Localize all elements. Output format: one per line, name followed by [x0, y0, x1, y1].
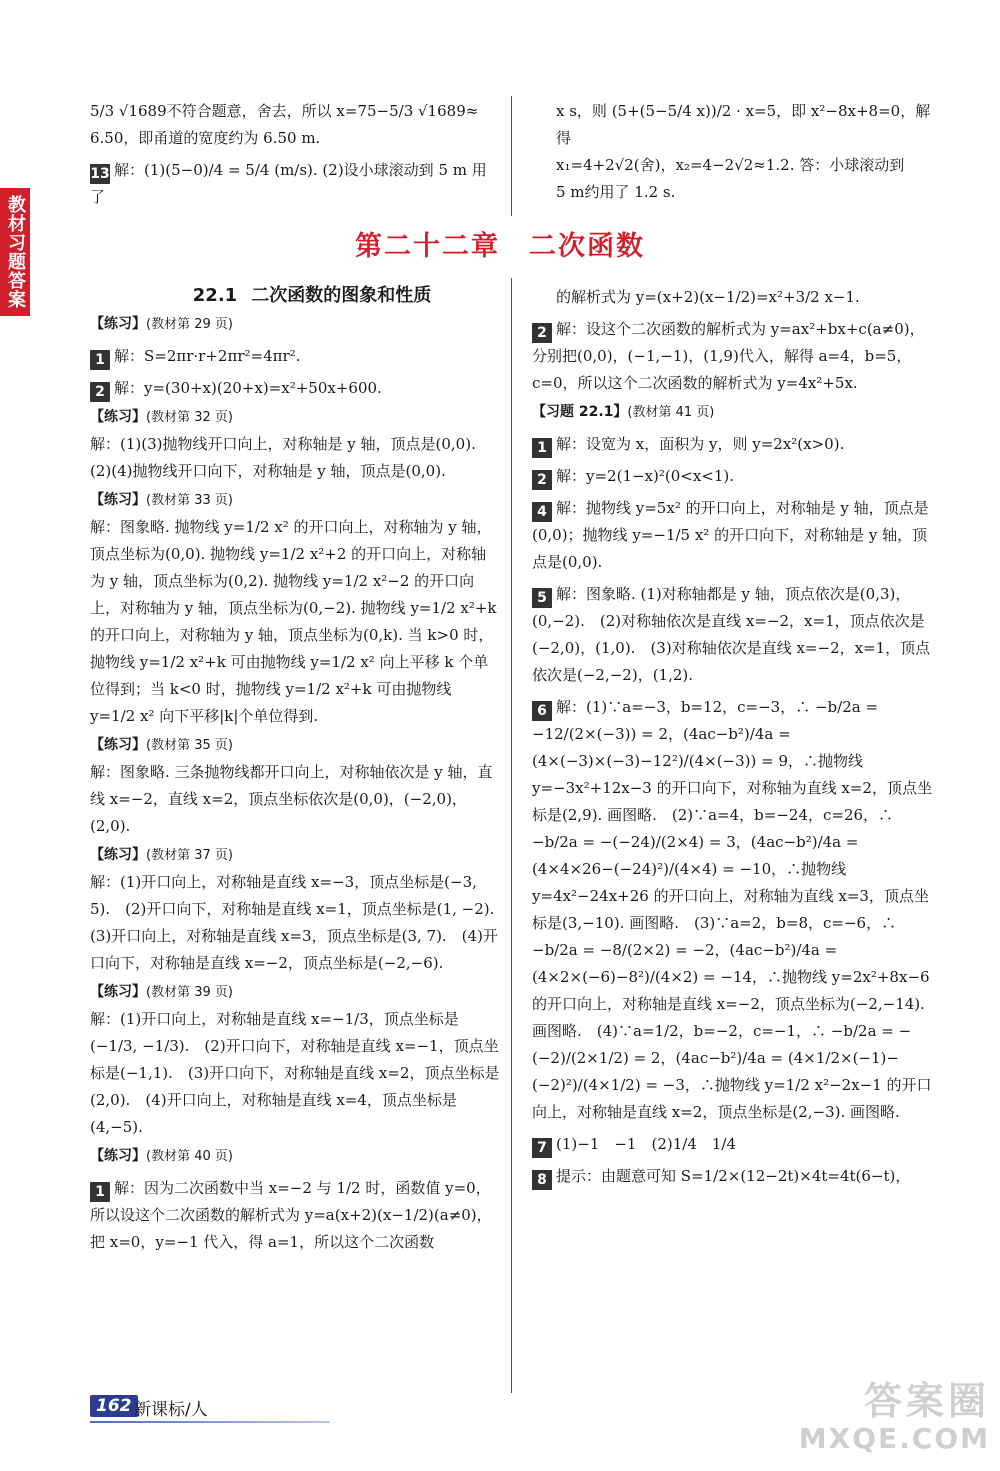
question-number: 2: [532, 470, 552, 490]
question-text: 解：(1)∵a=−3，b=12，c=−3，∴ −b/2a = −12/(2×(−3)) = 2，(4ac−b²)/4a = (4×(−3)×(−3)−12²)/(4×(−3)) = 9，∴抛物线 y=−3x²+12x−3 的开口向下，对称轴为直线 x=2，顶点坐标是(2,9). 画图略. (2)∵a=4，b=−24，c=26，∴ −b/2a = −(−24)/(2×4) = 3，(4ac−b²)/4a = (4×4×26−(−24)²)/(4×4) = −10，∴抛物线 y=4x²−24x+26 的开口向上，对称轴为直线 x=3，顶点坐标是(3,−10). 画图略. (3)∵a=2，b=8，c=−6，∴ −b/2a = −8/(2×2) = −2，(4ac−b²)/4a = (4×2×(−6)−8²)/(4×2) = −14，∴抛物线 y=2x²+8x−6 的开口向上，对称轴是直线 x=−2，顶点坐标为(−2,−14). 画图略. (4)∵a=1/2，b=−2，c=−1，∴ −b/2a = −(−2)/(2×1/2) = 2，(4ac−b²)/4a = (4×1/2×(−1)−(−2)²)/(4×1/2) = −3，∴抛物线 y=1/2 x²−2x−1 的开口向上，对称轴是直线 x=2，顶点坐标是(2,−3). 画图略.: [532, 698, 932, 1121]
header-label: 【练习】: [90, 409, 146, 425]
question-number: 8: [532, 1170, 552, 1190]
question-text: 解：y=(30+x)(20+x)=x²+50x+600.: [114, 379, 382, 397]
text-line: 5/3 √1689不符合题意，舍去，所以 x=75−5/3 √1689≈: [90, 102, 479, 120]
question-number: 1: [90, 350, 110, 370]
question-text: 解：抛物线 y=5x² 的开口向上，对称轴是 y 轴，顶点是(0,0)；抛物线 y=−1/5 x² 的开口向下，对称轴是 y 轴，顶点是(0,0).: [532, 499, 929, 571]
header-ref: (教材第 37 页): [146, 848, 233, 863]
answer-text: 解：(1)开口向上，对称轴是直线 x=−1/3，顶点坐标是(−1/3, −1/3). (2)开口向下，对称轴是直线 x=−1，顶点坐标是(−1,1). (3)开口向下，对称轴是直线 x=2，顶点坐标是(2,0). (4)开口向上，对称轴是直线 x=4，顶点坐标是(4,−5).: [90, 1010, 500, 1136]
header-ref: (教材第 32 页): [146, 410, 233, 425]
header-ref: (教材第 35 页): [146, 738, 233, 753]
header-ref: (教材第 33 页): [146, 493, 233, 508]
header-ref: (教材第 41 页): [627, 405, 715, 420]
question-text: 解：图象略. (1)对称轴都是 y 轴，顶点依次是(0,3)，(0,−2). (2)对称轴依次是直线 x=−2，x=1，顶点依次是(−2,0)，(1,0). (3)对称轴依次是直线 x=−2，x=1，顶点依次是(−2,−2)，(1,2).: [532, 585, 931, 684]
watermark: [799, 1379, 990, 1455]
question-number: 1: [90, 1182, 110, 1202]
section-number: 22.1: [192, 285, 238, 306]
exercise-header: [90, 311, 500, 338]
exercise-item: [90, 343, 500, 370]
question-text: 解：(1)(5−0)/4 = 5/4 (m/s). (2)设小球滚动到 5 m 用了: [90, 161, 487, 206]
header-ref: (教材第 40 页): [146, 1149, 233, 1164]
top-left-column: [90, 98, 500, 211]
question-13: [90, 157, 500, 211]
question-number: 1: [532, 438, 552, 458]
question-text: 解：S=2πr·r+2πr²=4πr².: [114, 347, 301, 365]
exercise-item: [532, 1163, 936, 1190]
text-line: 6.50，即甬道的宽度约为 6.50 m.: [90, 129, 321, 147]
exercise-item: [532, 463, 936, 490]
watermark-logo-text: 答案圈: [863, 1379, 990, 1423]
header-ref: (教材第 29 页): [146, 317, 233, 332]
question-text: 解：设宽为 x，面积为 y，则 y=2x²(x>0).: [556, 435, 845, 453]
question-text: 解：因为二次函数中当 x=−2 与 1/2 时，函数值 y=0，所以设这个二次函数的解析式为 y=a(x+2)(x−1/2)(a≠0)，把 x=0，y=−1 代入，得 a=1，所以这个二次函数: [90, 1179, 492, 1251]
question-text: 解：y=2(1−x)²(0<x<1).: [556, 467, 735, 485]
question-text: 解：设这个二次函数的解析式为 y=ax²+bx+c(a≠0)，分别把(0,0)，(−1,−1)，(1,9)代入，解得 a=4，b=5，c=0，所以这个二次函数的解析式为 y=4x²+5x.: [532, 320, 925, 392]
exercise-item: [532, 316, 936, 397]
footer-underline: [90, 1421, 330, 1423]
answer-text: 解：图象略. 抛物线 y=1/2 x² 的开口向上，对称轴为 y 轴，顶点坐标为(0,0). 抛物线 y=1/2 x²+2 的开口向上，对称轴为 y 轴，顶点坐标为(0,2). 抛物线 y=1/2 x²−2 的开口向上，对称轴为 y 轴，顶点坐标为(0,−2). 抛物线 y=1/2 x²+k 的开口向上，对称轴为 y 轴，顶点坐标为(0,k). 当 k>0 时，抛物线 y=1/2 x²+k 可由抛物线 y=1/2 x² 向上平移 k 个单位得到；当 k<0 时，抛物线 y=1/2 x²+k 可由抛物线 y=1/2 x² 向下平移|k|个单位得到.: [90, 518, 497, 725]
header-label: 【练习】: [90, 1148, 146, 1164]
exercise-header: [90, 487, 500, 514]
question-text: 提示：由题意可知 S=1/2×(12−2t)×4t=4t(6−t)，: [556, 1167, 911, 1185]
exercise-item: [532, 1131, 936, 1158]
header-label: 【练习】: [90, 984, 146, 1000]
text-line: x₁=4+2√2(舍)，x₂=4−2√2≈1.2. 答：小球滚动到: [556, 156, 905, 174]
question-text: (1)−1 −1 (2)1/4 1/4: [556, 1135, 737, 1153]
footer-label: 新课标/人: [134, 1400, 208, 1420]
header-label: 【练习】: [90, 847, 146, 863]
exercise-item: [532, 581, 936, 689]
exercise-header: [90, 732, 500, 759]
top-right-column: [556, 98, 938, 206]
question-number: 5: [532, 588, 552, 608]
header-label: 【练习】: [90, 492, 146, 508]
exercise-item: [532, 495, 936, 576]
exercise-header: [90, 1143, 500, 1170]
page-number: 162: [90, 1395, 138, 1417]
column-divider-top: [511, 96, 512, 216]
question-number: 6: [532, 701, 552, 721]
header-ref: (教材第 39 页): [146, 985, 233, 1000]
text-line: x s，则 (5+(5−5/4 x))/2 · x=5，即 x²−8x+8=0，解得: [556, 102, 931, 147]
header-label: 【练习】: [90, 737, 146, 753]
exercise-item: [532, 694, 936, 1126]
question-number: 13: [90, 166, 110, 182]
question-number: 7: [532, 1138, 552, 1158]
question-number: 2: [90, 382, 110, 402]
exercise-item: [90, 375, 500, 402]
answer-text: 解：(1)开口向上，对称轴是直线 x=−3，顶点坐标是(−3, 5). (2)开口向下，对称轴是直线 x=1，顶点坐标是(1, −2). (3)开口向上，对称轴是直线 x=3，顶点坐标是(3, 7). (4)开口向下，对称轴是直线 x=−2，顶点坐标是(−2,−6).: [90, 873, 510, 972]
left-column: [90, 282, 510, 1256]
answer-text: 解：图象略. 三条抛物线都开口向上，对称轴依次是 y 轴，直线 x=−2，直线 x=2，顶点坐标依次是(0,0)，(−2,0)，(2,0).: [90, 763, 493, 835]
text-line: 5 m约用了 1.2 s.: [556, 183, 676, 201]
section-name: 二次函数的图象和性质: [251, 285, 432, 306]
header-label: 【练习】: [90, 316, 146, 332]
chapter-title: 第二十二章 二次函数: [355, 231, 645, 262]
exercise-header: [90, 979, 500, 1006]
exercise-item: [532, 431, 936, 458]
exercise-header: [90, 842, 500, 869]
header-label: 【习题 22.1】: [532, 404, 628, 420]
right-column: [532, 284, 936, 1190]
exercise-item: [90, 1175, 500, 1256]
exercise-header: [532, 399, 936, 426]
column-divider-main: [511, 278, 512, 1393]
exercise-header: [90, 404, 500, 431]
section-title: [90, 282, 500, 309]
question-number: 2: [532, 323, 552, 343]
watermark-url: MXQE.COM: [798, 1422, 990, 1455]
side-tab: 教材习题答案: [0, 188, 30, 316]
question-number: 4: [532, 502, 552, 522]
answer-text: 解：(1)(3)抛物线开口向上，对称轴是 y 轴，顶点是(0,0).: [90, 435, 476, 453]
answer-text: 的解析式为 y=(x+2)(x−1/2)=x²+3/2 x−1.: [556, 288, 860, 306]
answer-text: (2)(4)抛物线开口向下，对称轴是 y 轴，顶点是(0,0).: [90, 462, 446, 480]
